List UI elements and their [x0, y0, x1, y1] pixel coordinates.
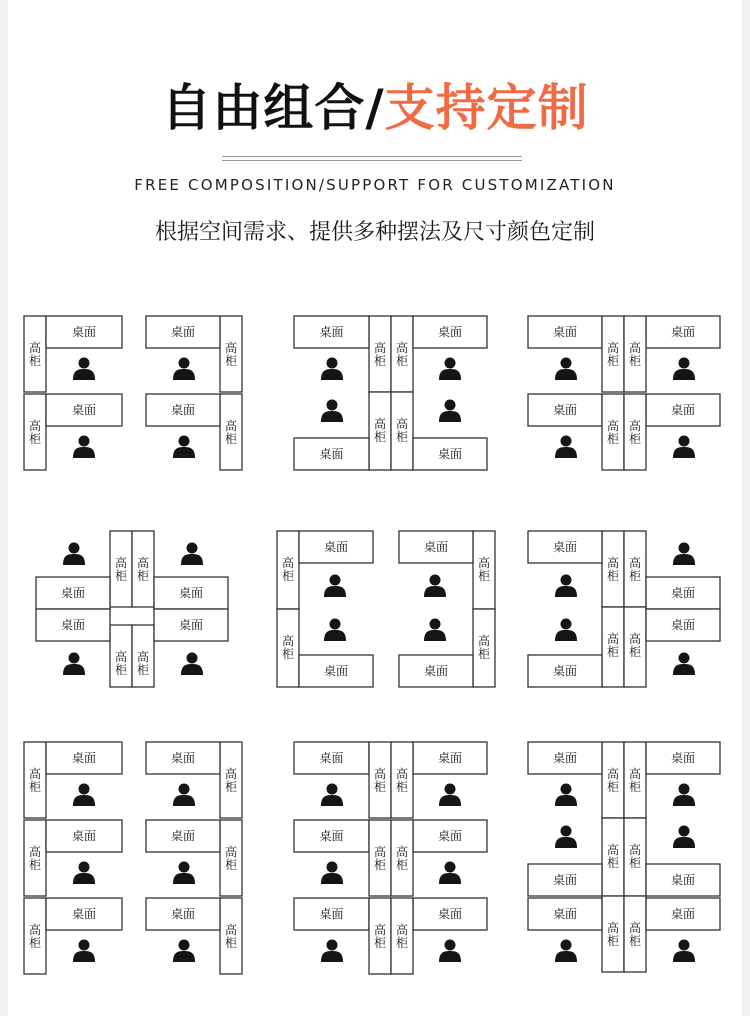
title-part-black: 自由组合/	[161, 79, 385, 137]
cabinet-label-1: 高	[395, 845, 409, 859]
tall-cabinet	[624, 896, 646, 972]
cabinet-label-2: 柜	[28, 354, 42, 368]
tall-cabinet	[624, 742, 646, 818]
desk-label: 桌面	[552, 403, 578, 417]
tall-cabinet	[624, 394, 646, 470]
tall-cabinet	[24, 898, 46, 974]
desk	[146, 820, 220, 852]
cabinet-label-1: 高	[281, 556, 295, 570]
desk	[528, 898, 602, 930]
person-icon	[63, 653, 85, 676]
cabinet-label-1: 高	[628, 921, 642, 935]
tall-cabinet	[369, 392, 391, 470]
cabinet-label-2: 柜	[477, 647, 491, 661]
person-icon	[673, 436, 695, 459]
cabinet-label-2: 柜	[395, 430, 409, 444]
cabinet-label-1: 高	[477, 556, 491, 570]
desk	[154, 609, 228, 641]
desk	[294, 438, 369, 470]
cabinet-label-1: 高	[628, 632, 642, 646]
cabinet-label-2: 柜	[28, 432, 42, 446]
cabinet-label-2: 柜	[28, 858, 42, 872]
tall-cabinet	[24, 316, 46, 392]
desk-label: 桌面	[552, 664, 578, 678]
cabinet-label-2: 柜	[224, 354, 238, 368]
cabinet-label-2: 柜	[395, 354, 409, 368]
cabinet-label-2: 柜	[28, 936, 42, 950]
cabinet-label-2: 柜	[606, 856, 620, 870]
cabinet-label-2: 柜	[606, 645, 620, 659]
desk	[146, 898, 220, 930]
desk-label: 桌面	[670, 403, 696, 417]
page-title	[0, 78, 750, 138]
desk-label: 桌面	[319, 907, 344, 921]
desk-label: 桌面	[552, 751, 578, 765]
cabinet-label-1: 高	[477, 634, 491, 648]
cabinet-label-1: 高	[373, 417, 387, 431]
cabinet-label-2: 柜	[28, 780, 42, 794]
person-icon	[173, 940, 195, 963]
desk	[294, 898, 369, 930]
tall-cabinet	[24, 394, 46, 470]
cabinet-label-2: 柜	[373, 936, 387, 950]
desk	[46, 820, 122, 852]
tall-cabinet	[277, 531, 299, 609]
desk	[299, 531, 373, 563]
desk	[146, 742, 220, 774]
desk	[146, 316, 220, 348]
cabinet-label-2: 柜	[136, 569, 150, 583]
desk-label: 桌面	[323, 540, 349, 554]
tall-cabinet	[110, 531, 132, 607]
desk	[146, 394, 220, 426]
desk-label: 桌面	[319, 751, 344, 765]
cabinet-label-1: 高	[114, 650, 128, 664]
person-icon	[181, 653, 203, 676]
cabinet-label-1: 高	[373, 845, 387, 859]
desk-label: 桌面	[670, 873, 696, 887]
cabinet-label-1: 高	[395, 341, 409, 355]
desk-label: 桌面	[323, 664, 349, 678]
cabinet-label-1: 高	[373, 341, 387, 355]
person-icon	[321, 940, 343, 963]
desk-label: 桌面	[178, 618, 204, 632]
tall-cabinet	[602, 818, 624, 896]
cabinet-label-1: 高	[224, 845, 238, 859]
desk	[46, 742, 122, 774]
desk	[413, 820, 487, 852]
desk-label: 桌面	[437, 829, 463, 843]
cabinet-label-1: 高	[224, 341, 238, 355]
tall-cabinet	[220, 898, 242, 974]
cabinet-label-2: 柜	[281, 569, 295, 583]
desk-label: 桌面	[552, 907, 578, 921]
cabinet-label-1: 高	[28, 845, 42, 859]
desk	[528, 655, 602, 687]
desk-label: 桌面	[170, 325, 196, 339]
layout-diagram-8	[292, 738, 516, 1008]
desk-label: 桌面	[670, 907, 696, 921]
left-edge	[0, 0, 8, 1016]
cabinet-label-1: 高	[395, 767, 409, 781]
person-icon	[439, 940, 461, 963]
tall-cabinet	[602, 316, 624, 392]
desk-label: 桌面	[552, 540, 578, 554]
person-icon	[424, 619, 446, 642]
desk-label: 桌面	[60, 618, 86, 632]
desk	[646, 609, 720, 641]
tall-cabinet	[277, 609, 299, 687]
tall-cabinet	[369, 898, 391, 974]
desk	[413, 316, 487, 348]
cabinet-label-2: 柜	[606, 780, 620, 794]
cabinet-label-1: 高	[224, 923, 238, 937]
person-icon	[555, 619, 577, 642]
tall-cabinet	[391, 820, 413, 896]
tall-cabinet	[602, 607, 624, 687]
cabinet-label-1: 高	[224, 419, 238, 433]
person-icon	[73, 784, 95, 807]
desk-label: 桌面	[170, 829, 196, 843]
cabinet-label-1: 高	[28, 341, 42, 355]
cabinet-label-2: 柜	[114, 569, 128, 583]
person-icon	[173, 436, 195, 459]
tall-cabinet	[473, 531, 495, 609]
desk	[294, 316, 369, 348]
desk	[646, 864, 720, 896]
cabinet-label-1: 高	[373, 767, 387, 781]
cabinet-label-2: 柜	[136, 663, 150, 677]
person-icon	[424, 575, 446, 598]
cabinet-label-2: 柜	[628, 780, 642, 794]
desk	[646, 742, 720, 774]
cabinet-label-1: 高	[28, 419, 42, 433]
desk	[46, 316, 122, 348]
person-icon	[673, 826, 695, 849]
cabinet-label-1: 高	[628, 419, 642, 433]
desk	[528, 742, 602, 774]
desk-label: 桌面	[71, 907, 97, 921]
person-icon	[673, 784, 695, 807]
desk	[646, 394, 720, 426]
cabinet-label-2: 柜	[114, 663, 128, 677]
cabinet-label-1: 高	[606, 556, 620, 570]
cabinet-label-2: 柜	[373, 354, 387, 368]
cabinet-label-1: 高	[136, 650, 150, 664]
person-icon	[439, 358, 461, 381]
person-icon	[439, 784, 461, 807]
desk	[294, 742, 369, 774]
page-description: 根据空间需求、提供多种摆法及尺寸颜色定制	[154, 220, 595, 245]
tall-cabinet	[220, 742, 242, 818]
cabinet-label-2: 柜	[628, 645, 642, 659]
desk-label: 桌面	[670, 586, 696, 600]
desk	[299, 655, 373, 687]
desk-label: 桌面	[170, 907, 196, 921]
desk-label: 桌面	[670, 325, 696, 339]
tall-cabinet	[391, 742, 413, 818]
tall-cabinet	[132, 625, 154, 687]
cabinet-label-2: 柜	[606, 569, 620, 583]
desk	[46, 898, 122, 930]
tall-cabinet	[624, 531, 646, 607]
cabinet-label-2: 柜	[395, 858, 409, 872]
cabinet-label-2: 柜	[224, 432, 238, 446]
person-icon	[555, 784, 577, 807]
cabinet-label-1: 高	[628, 843, 642, 857]
desk-label: 桌面	[319, 829, 344, 843]
title-part-accent: 支持定制	[384, 79, 589, 137]
desk-label: 桌面	[423, 664, 449, 678]
cabinet-label-1: 高	[28, 767, 42, 781]
tall-cabinet	[602, 531, 624, 607]
cabinet-label-2: 柜	[628, 934, 642, 948]
desk	[413, 898, 487, 930]
person-icon	[555, 575, 577, 598]
cabinet-label-2: 柜	[395, 936, 409, 950]
desk-label: 桌面	[71, 325, 97, 339]
cabinet-label-2: 柜	[281, 647, 295, 661]
cabinet-label-2: 柜	[606, 432, 620, 446]
tall-cabinet	[602, 896, 624, 972]
person-icon	[673, 543, 695, 566]
person-icon	[321, 784, 343, 807]
title-divider-bottom	[222, 160, 522, 161]
cabinet-label-1: 高	[606, 921, 620, 935]
cabinet-label-2: 柜	[395, 780, 409, 794]
cabinet-label-1: 高	[136, 556, 150, 570]
cabinet-label-2: 柜	[373, 430, 387, 444]
person-icon	[673, 653, 695, 676]
person-icon	[73, 436, 95, 459]
cabinet-label-1: 高	[606, 632, 620, 646]
person-icon	[173, 862, 195, 885]
cabinet-label-1: 高	[606, 767, 620, 781]
person-icon	[555, 940, 577, 963]
person-icon	[324, 575, 346, 598]
desk-label: 桌面	[670, 751, 696, 765]
desk	[528, 531, 602, 563]
cabinet-label-1: 高	[628, 767, 642, 781]
cabinet-label-1: 高	[373, 923, 387, 937]
desk-label: 桌面	[170, 403, 196, 417]
person-icon	[321, 862, 343, 885]
tall-cabinet	[24, 742, 46, 818]
cabinet-label-2: 柜	[628, 354, 642, 368]
desk-label: 桌面	[71, 751, 97, 765]
desk	[154, 577, 228, 609]
cabinet-label-1: 高	[606, 419, 620, 433]
tall-cabinet	[132, 531, 154, 607]
tall-cabinet	[624, 607, 646, 687]
desk-label: 桌面	[319, 447, 344, 461]
tall-cabinet	[369, 742, 391, 818]
cabinet-label-2: 柜	[606, 354, 620, 368]
person-icon	[63, 543, 85, 566]
desk-label: 桌面	[71, 829, 97, 843]
desk-label: 桌面	[437, 751, 463, 765]
tall-cabinet	[624, 818, 646, 896]
desk-label: 桌面	[60, 586, 86, 600]
tall-cabinet	[391, 392, 413, 470]
desk-label: 桌面	[71, 403, 97, 417]
cabinet-label-1: 高	[628, 341, 642, 355]
desk	[36, 577, 110, 609]
person-icon	[321, 400, 343, 423]
tall-cabinet	[473, 609, 495, 687]
cabinet-label-1: 高	[395, 417, 409, 431]
cabinet-label-2: 柜	[477, 569, 491, 583]
desk-label: 桌面	[552, 325, 578, 339]
desk	[399, 655, 473, 687]
person-icon	[73, 358, 95, 381]
desk-label: 桌面	[437, 447, 463, 461]
person-icon	[73, 862, 95, 885]
cabinet-label-2: 柜	[628, 856, 642, 870]
cabinet-label-2: 柜	[224, 858, 238, 872]
desk	[46, 394, 122, 426]
cabinet-label-1: 高	[395, 923, 409, 937]
cabinet-label-2: 柜	[628, 432, 642, 446]
person-icon	[324, 619, 346, 642]
desk-label: 桌面	[423, 540, 449, 554]
tall-cabinet	[391, 316, 413, 392]
tall-cabinet	[602, 394, 624, 470]
desk	[646, 316, 720, 348]
tall-cabinet	[369, 316, 391, 392]
tall-cabinet	[220, 316, 242, 392]
desk	[399, 531, 473, 563]
cabinet-label-1: 高	[281, 634, 295, 648]
cabinet-label-2: 柜	[606, 934, 620, 948]
desk	[528, 864, 602, 896]
desk	[294, 820, 369, 852]
person-icon	[555, 826, 577, 849]
person-icon	[439, 862, 461, 885]
cabinet-label-2: 柜	[373, 780, 387, 794]
cabinet-label-1: 高	[28, 923, 42, 937]
person-icon	[173, 784, 195, 807]
desk-label: 桌面	[319, 325, 344, 339]
person-icon	[673, 358, 695, 381]
desk-label: 桌面	[552, 873, 578, 887]
tall-cabinet	[24, 820, 46, 896]
desk	[528, 394, 602, 426]
desk	[646, 577, 720, 609]
tall-cabinet	[369, 820, 391, 896]
title-divider-top	[222, 156, 522, 157]
cabinet-label-1: 高	[224, 767, 238, 781]
desk	[36, 609, 110, 641]
desk-label: 桌面	[170, 751, 196, 765]
desk	[413, 438, 487, 470]
tall-cabinet	[110, 625, 132, 687]
cabinet-label-2: 柜	[628, 569, 642, 583]
person-icon	[321, 358, 343, 381]
page-subtitle: FREE COMPOSITION/SUPPORT FOR CUSTOMIZATION	[134, 176, 616, 194]
person-icon	[181, 543, 203, 566]
desk-label: 桌面	[437, 907, 463, 921]
cabinet-label-2: 柜	[224, 780, 238, 794]
layout-diagram-9	[526, 738, 750, 1008]
tall-cabinet	[220, 820, 242, 896]
cabinet-label-1: 高	[606, 341, 620, 355]
desk	[528, 316, 602, 348]
tall-cabinet	[220, 394, 242, 470]
person-icon	[555, 358, 577, 381]
desk-label: 桌面	[437, 325, 463, 339]
person-icon	[173, 358, 195, 381]
desk	[413, 742, 487, 774]
person-icon	[439, 400, 461, 423]
person-icon	[673, 940, 695, 963]
tall-cabinet	[391, 898, 413, 974]
layout-diagram-7	[22, 738, 246, 1008]
cabinet-label-1: 高	[114, 556, 128, 570]
cabinet-label-2: 柜	[373, 858, 387, 872]
person-icon	[73, 940, 95, 963]
cabinet-label-1: 高	[606, 843, 620, 857]
desk-label: 桌面	[178, 586, 204, 600]
cabinet-label-2: 柜	[224, 936, 238, 950]
tall-cabinet	[624, 316, 646, 392]
desk-label: 桌面	[670, 618, 696, 632]
tall-cabinet	[602, 742, 624, 818]
desk	[646, 898, 720, 930]
person-icon	[555, 436, 577, 459]
cabinet-label-1: 高	[628, 556, 642, 570]
